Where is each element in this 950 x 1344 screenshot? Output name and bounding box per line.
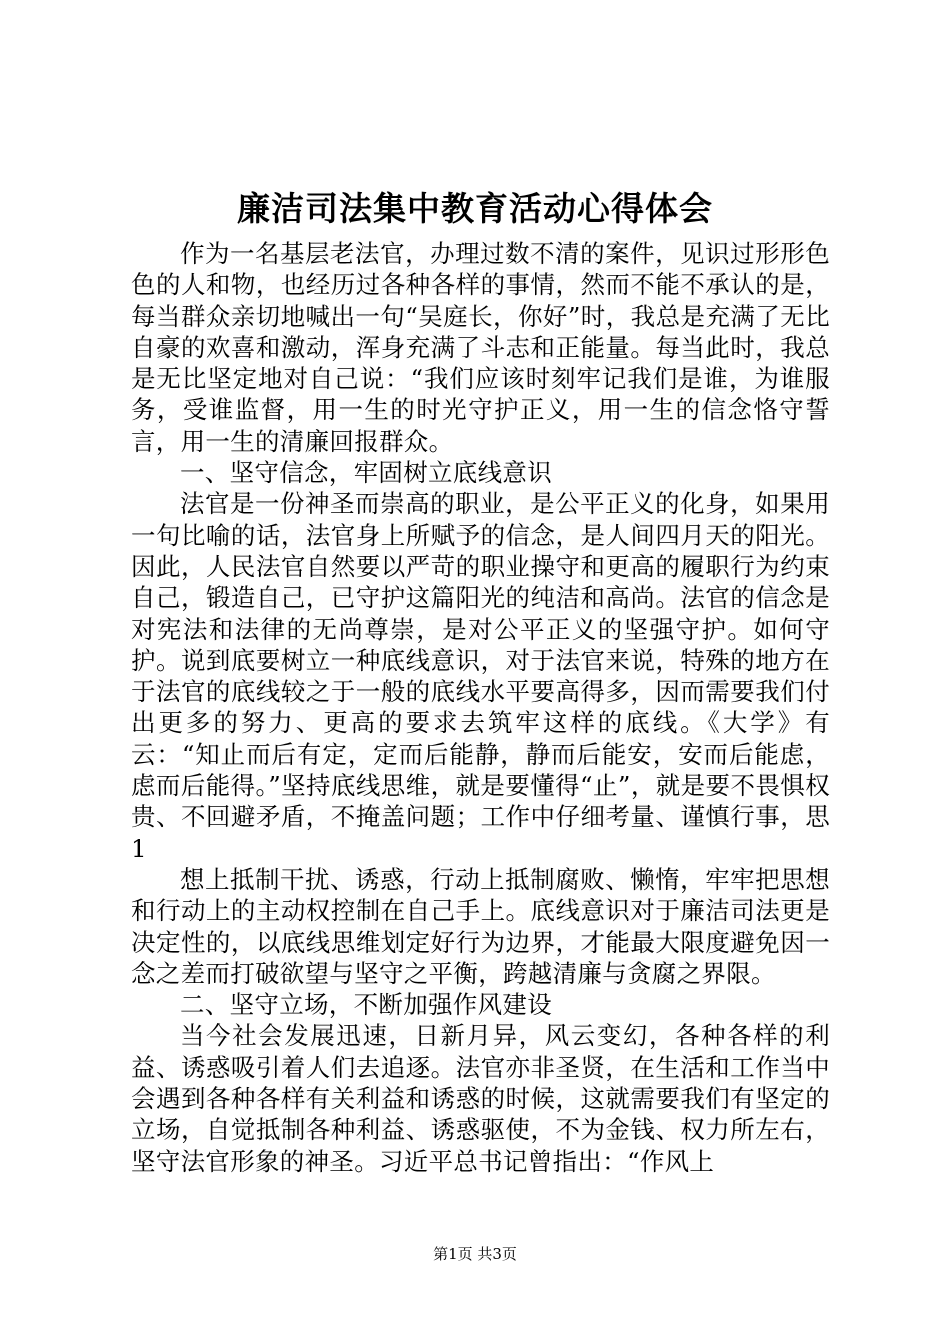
page-footer: 第1页 共3页 (433, 1245, 517, 1263)
paragraph-section-1a: 法官是一份神圣而崇高的职业，是公平正义的化身，如果用一句比喻的话，法官身上所赋予的信念，是人间四月天的阳光。因此，人民法官自然要以严苛的职业操守和更高的履职行为约束自己，锻造自己，已守护这篇阳光的纯洁和高尚。法官的信念是对宪法和法律的无尚尊崇，是对公平正义的坚强守护。如何守护。说到底要树立一种底线意识，对于法官来说，特殊的地方在于法官的底线较之于一般的底线水平要高得多，因而需要我们付出更多的努力、更高的要求去筑牢这样的底线。《大学》有云：“知止而后有定，定而后能静，静而后能安，安而后能虑，虑而后能得。”坚持底线思维，就是要懂得“止”，就是要不畏惧权贵、不回避矛盾，不掩盖问题；工作中仔细考量、谨慎行事，思1 (131, 489, 831, 863)
document-body (131, 238, 830, 1177)
paragraph-section-1b: 想上抵制干扰、诱惑，行动上抵制腐败、懒惰，牢牢把思想和行动上的主动权控制在自己手上。底线意识对于廉洁司法更是决定性的，以底线思维划定好行为边界，才能最大限度避免因一念之差而打破欲望与坚守之平衡，跨越清廉与贪腐之界限。 (131, 864, 830, 988)
paragraph-section-2a: 当今社会发展迅速，日新月异，风云变幻，各种各样的利益、诱惑吸引着人们去追逐。法官亦非圣贤，在生活和工作当中会遇到各种各样有关利益和诱惑的时候，这就需要我们有坚定的立场，自觉抵制各种利益、诱惑驱使，不为金钱、权力所左右，坚守法官形象的神圣。习近平总书记曾指出：“作风上 (131, 1021, 830, 1176)
section-heading-1: 一、坚守信念，牢固树立底线意识 (180, 458, 552, 488)
section-heading-2: 二、坚守立场，不断加强作风建设 (180, 990, 552, 1020)
paragraph-intro: 作为一名基层老法官，办理过数不清的案件，见识过形形色色的人和物，也经历过各种各样的事情，然而不能不承认的是，每当群众亲切地喊出一句“吴庭长，你好”时，我总是充满了无比自豪的欢喜和激动，浑身充满了斗志和正能量。每当此时，我总是无比坚定地对自己说：“我们应该时刻牢记我们是谁，为谁服务，受谁监督，用一生的时光守护正义，用一生的信念恪守誓言，用一生的清廉回报群众。 (131, 239, 830, 456)
document-title: 廉洁司法集中教育活动心得体会 (237, 189, 713, 228)
